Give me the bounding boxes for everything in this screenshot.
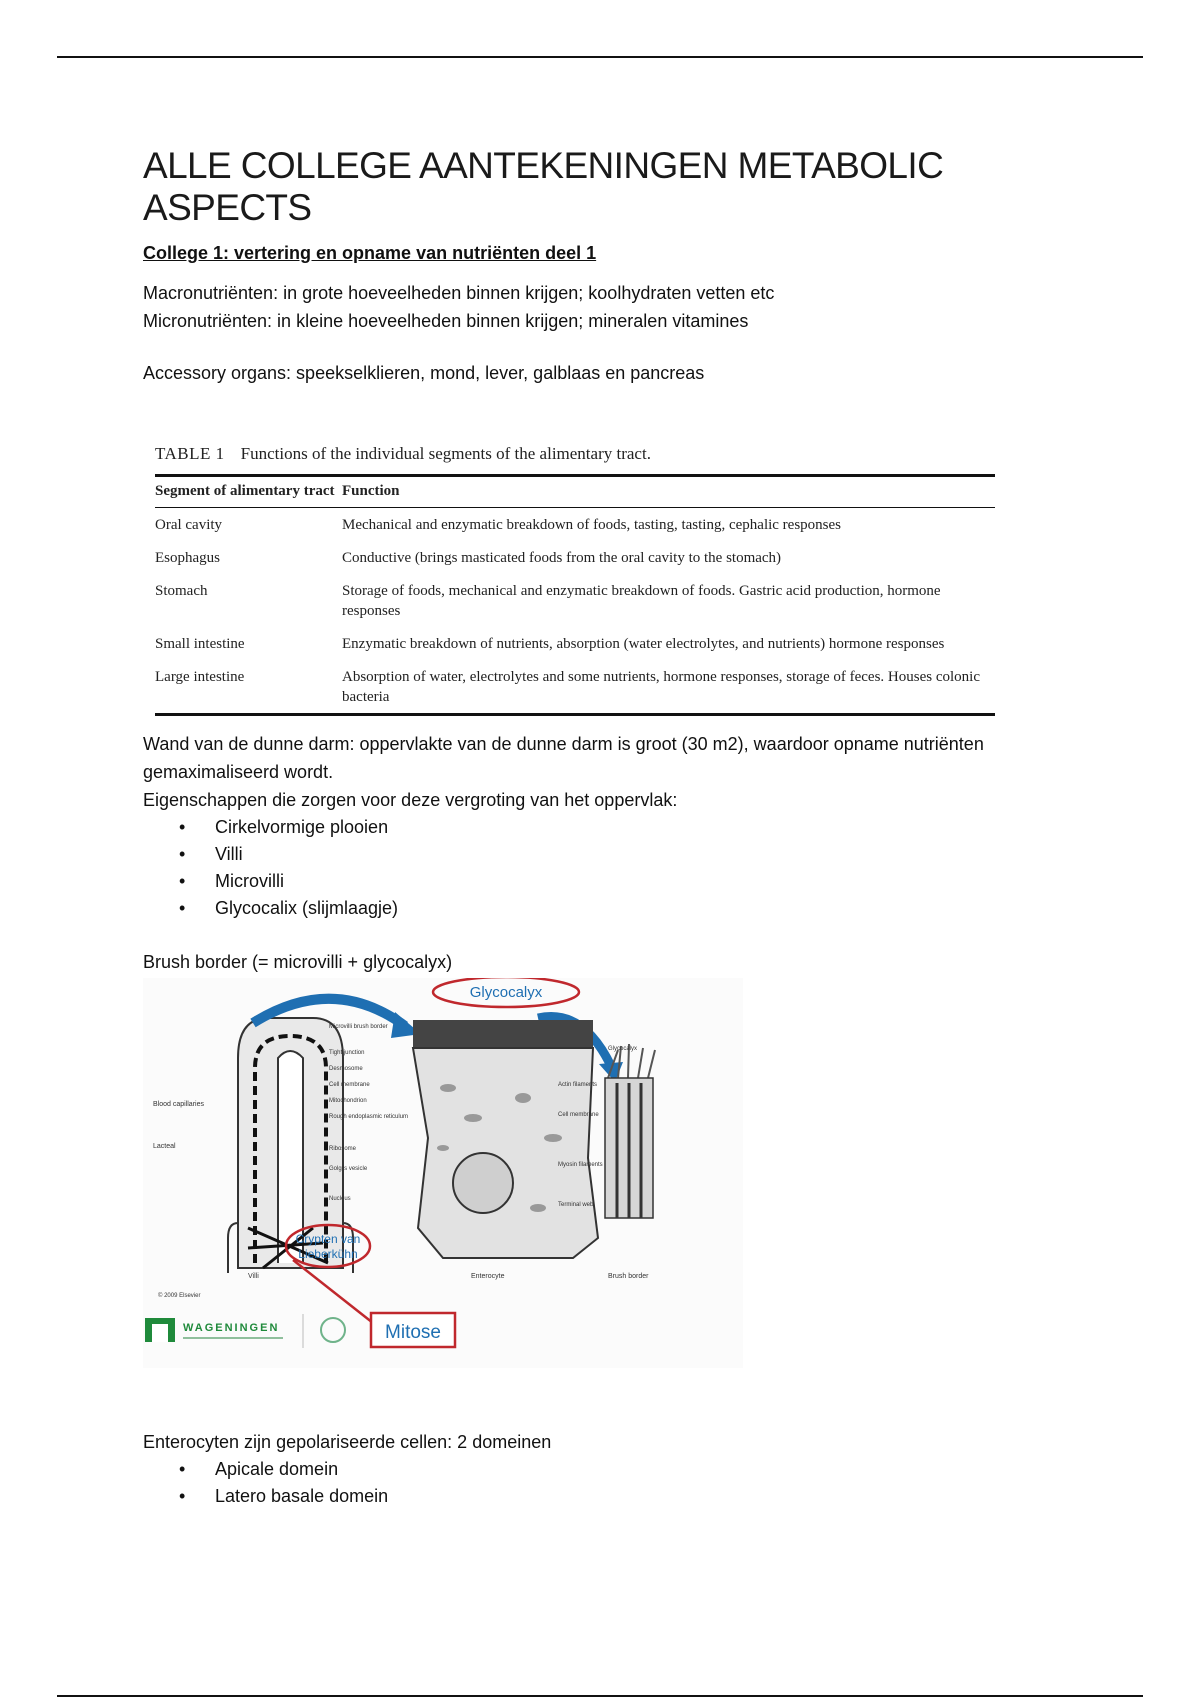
cell-label: Mitochondrion [329,1098,367,1104]
brush-label: Terminal web [558,1202,594,1208]
brush-border-caption: Brush border [608,1273,649,1280]
enterocytes-text: Enterocyten zijn gepolariseerde cellen: 2 domeinen [143,1432,552,1452]
cell-label: Tight junction [329,1050,365,1056]
function-cell: Enzymatic breakdown of nutrients, absorption (water electrolytes, and nutrients) hormone responses [342,636,945,652]
function-cell: Storage of foods, mechanical and enzymatic breakdown of foods. Gastric acid production, hormone responses [342,583,941,619]
bottom-rule [57,1695,1143,1697]
logo-text: WAGENINGEN [183,1322,280,1334]
cell-label: Ribosome [329,1146,357,1152]
intestine-wall-text: Wand van de dunne darm: oppervlakte van de dunne darm is groot (30 m2), waardoor opname nutriënten gemaximaliseerd wordt. [143,734,984,782]
table-caption [155,444,995,464]
domain-list [143,1456,1063,1510]
table-caption-text: Functions of the individual segments of the alimentary tract. [240,444,651,463]
table-header-row [155,476,995,508]
villi-caption: Villi [248,1273,259,1280]
function-cell: Absorption of water, electrolytes and some nutrients, hormone responses, storage of feces. Houses colonic bacteria [342,669,980,705]
table-label: TABLE 1 [155,444,225,463]
segment-cell: Oral cavity [155,517,223,533]
cell-label: Nucleus [329,1196,351,1202]
brush-label: Myosin filaments [558,1162,603,1168]
header-function: Function [342,483,400,499]
lacteal-label: Lacteal [153,1143,176,1150]
segment-cell: Small intestine [155,636,245,652]
list-item: • Villi [215,841,1063,868]
table-row [155,627,995,660]
copyright-label: © 2009 Elsevier [158,1293,201,1299]
cell-label: Golgi's vesicle [329,1166,368,1172]
table-row [155,660,995,715]
cell-label: Cell membrane [329,1082,370,1088]
cell-label: Desmosome [329,1066,363,1072]
cell-label: Rough endoplasmic reticulum [329,1114,409,1120]
segment-cell: Stomach [155,583,208,599]
segment-cell: Esophagus [155,550,220,566]
brush-label: Actin filaments [558,1082,598,1088]
function-cell: Mechanical and enzymatic breakdown of foods, tasting, tasting, cephalic responses [342,517,842,533]
glycocalyx-annotation: Glycocalyx [469,984,543,1001]
mitose-annotation: Mitose [385,1322,441,1343]
list-item: • Apicale domein [215,1456,1063,1483]
brush-label: Cell membrane [558,1112,599,1118]
enterocyte-caption: Enterocyte [471,1273,505,1280]
header-segment: Segment of alimentary tract [155,483,335,499]
function-cell: Conductive (brings masticated foods from the oral cavity to the stomach) [342,550,782,566]
enterocyte-drawing [413,1020,598,1258]
blood-capillaries-label: Blood capillaries [153,1101,204,1108]
crypts-annotation-line2: Lieberkühn [298,1247,358,1261]
list-item: • Cirkelvormige plooien [215,814,1063,841]
top-rule [57,56,1143,58]
surface-properties-text: Eigenschappen die zorgen voor deze vergroting van het oppervlak: [143,790,678,810]
brush-border-text: Brush border (= microvilli + glycocalyx) [143,952,453,972]
surface-list [143,814,1063,922]
macronutrients-text: Macronutriënten: in grote hoeveelheden binnen krijgen; koolhydraten vetten etc [143,283,775,303]
lecture-heading: College 1: vertering en opname van nutriënten deel 1 [143,243,597,263]
functions-table [155,474,995,716]
brush-label: Glycocalyx [608,1046,638,1052]
table-row [155,508,995,542]
brush-border-figure [143,978,743,1368]
micronutrients-text: Micronutriënten: in kleine hoeveelheden binnen krijgen; mineralen vitamines [143,311,749,331]
table-row [155,541,995,574]
alimentary-tract-table [155,444,995,716]
list-item: • Latero basale domein [215,1483,1063,1510]
table-row [155,574,995,627]
segment-cell: Large intestine [155,669,245,685]
list-item: • Glycocalix (slijmlaagje) [215,895,1063,922]
cell-label: Microvilli brush border [329,1024,388,1030]
page-title: ALLE COLLEGE AANTEKENINGEN METABOLIC ASPECTS [143,145,944,228]
crypts-annotation-line1: Crypten van [295,1232,361,1246]
accessory-organs-text: Accessory organs: speekselklieren, mond, lever, galblaas en pancreas [143,363,705,383]
list-item: • Microvilli [215,868,1063,895]
document-page [143,145,1063,1510]
brush-border-diagram [143,978,743,1368]
